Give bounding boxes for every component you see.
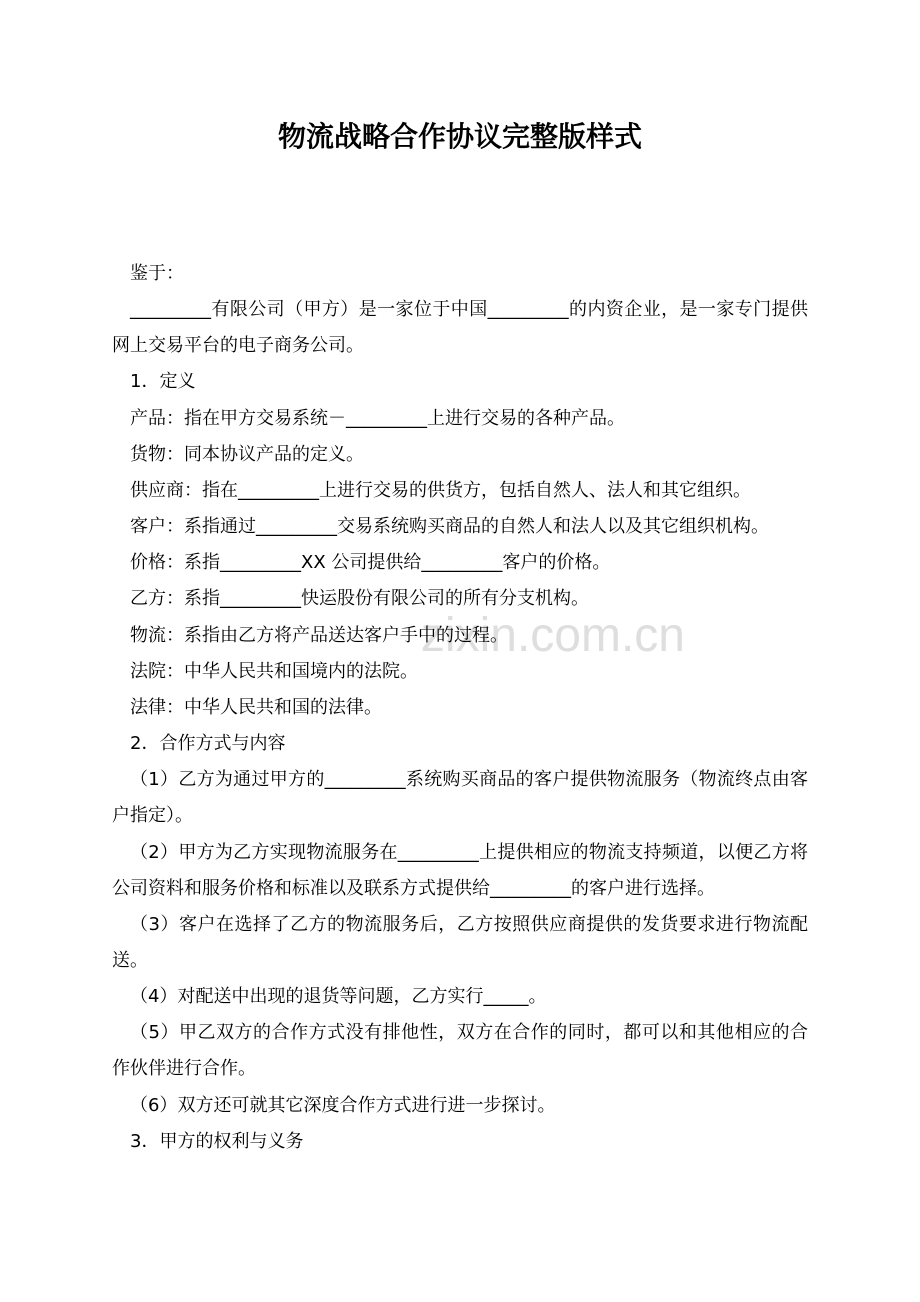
paragraph-line: 物流：系指由乙方将产品送达客户手中的过程。 bbox=[130, 624, 508, 646]
paragraph bbox=[112, 618, 808, 654]
paragraph bbox=[112, 256, 808, 292]
paragraph-line: 法院：中华人民共和国境内的法院。 bbox=[130, 660, 418, 682]
paragraph bbox=[112, 1124, 808, 1160]
paragraph-line: （3）客户在选择了乙方的物流服务后，乙方按照供应商提供的发货要求进行物流配 bbox=[130, 913, 808, 935]
paragraph bbox=[112, 292, 808, 364]
paragraph-line: 送。 bbox=[112, 949, 148, 971]
paragraph bbox=[112, 654, 808, 690]
document-title: 物流战略合作协议完整版样式 bbox=[277, 120, 642, 153]
document-body bbox=[112, 256, 808, 1160]
paragraph-line: 作伙伴进行合作。 bbox=[112, 1058, 256, 1080]
paragraph bbox=[112, 690, 808, 726]
paragraph bbox=[112, 545, 808, 581]
paragraph-line: （2）甲方为乙方实现物流服务在_________上提供相应的物流支持频道，以便乙方将 bbox=[130, 841, 808, 863]
paragraph-line: _________有限公司（甲方）是一家位于中国_________的内资企业，是一家专门提供 bbox=[130, 299, 808, 321]
paragraph-line: 鉴于： bbox=[130, 263, 184, 284]
paragraph-line: 法律：中华人民共和国的法律。 bbox=[130, 696, 382, 718]
paragraph-line: （6）双方还可就其它深度合作方式进行进一步探讨。 bbox=[130, 1094, 556, 1116]
paragraph bbox=[112, 364, 808, 400]
paragraph bbox=[112, 1088, 808, 1124]
paragraph-line: 货物：同本协议产品的定义。 bbox=[130, 443, 364, 465]
paragraph-line: 3．甲方的权利与义务 bbox=[130, 1130, 304, 1152]
paragraph-line: 网上交易平台的电子商务公司。 bbox=[112, 335, 364, 357]
paragraph bbox=[112, 726, 808, 762]
paragraph bbox=[112, 473, 808, 509]
paragraph-line: 乙方：系指_________快运股份有限公司的所有分支机构。 bbox=[130, 588, 589, 610]
paragraph-line: （1）乙方为通过甲方的_________系统购买商品的客户提供物流服务（物流终点由客 bbox=[130, 769, 808, 791]
paragraph-line: 价格：系指_________XX 公司提供给_________客户的价格。 bbox=[130, 552, 611, 574]
paragraph-line: （4）对配送中出现的退货等问题，乙方实行_____。 bbox=[130, 986, 547, 1008]
paragraph bbox=[112, 509, 808, 545]
paragraph bbox=[112, 401, 808, 437]
paragraph bbox=[112, 835, 808, 907]
paragraph bbox=[112, 762, 808, 834]
paragraph bbox=[112, 1015, 808, 1087]
paragraph-line: 1．定义 bbox=[130, 371, 196, 393]
paragraph-line: 供应商：指在_________上进行交易的供货方，包括自然人、法人和其它组织。 bbox=[130, 479, 751, 501]
paragraph-line: （5）甲乙双方的合作方式没有排他性，双方在合作的同时，都可以和其他相应的合 bbox=[130, 1022, 808, 1044]
paragraph-line: 产品：指在甲方交易系统－_________上进行交易的各种产品。 bbox=[130, 407, 625, 429]
paragraph-line: 户指定）。 bbox=[112, 805, 193, 827]
paragraph bbox=[112, 907, 808, 979]
paragraph bbox=[112, 581, 808, 617]
paragraph-line: 2．合作方式与内容 bbox=[130, 733, 286, 755]
paragraph bbox=[112, 979, 808, 1015]
paragraph bbox=[112, 437, 808, 473]
paragraph-line: 公司资料和服务价格和标准以及联系方式提供给_________的客户进行选择。 bbox=[112, 877, 715, 899]
paragraph-line: 客户：系指通过_________交易系统购买商品的自然人和法人以及其它组织机构。 bbox=[130, 516, 769, 538]
watermark: zixin.com.cn bbox=[420, 609, 685, 662]
